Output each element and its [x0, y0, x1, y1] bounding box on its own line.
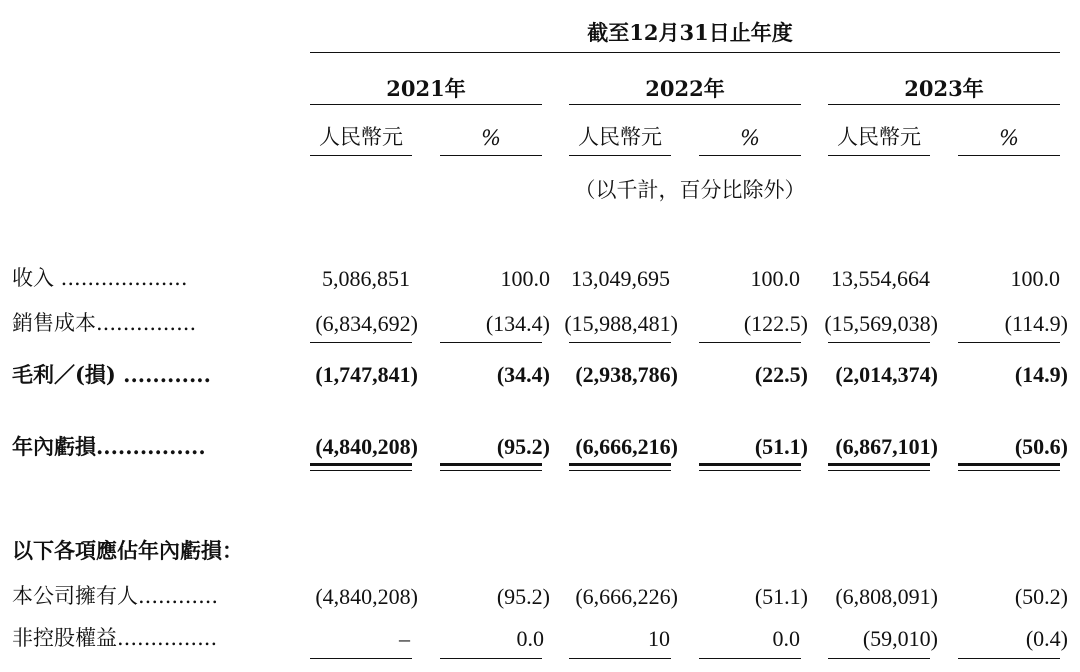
col-percent-2022: % [740, 126, 760, 150]
rule-cost-2022-amount [569, 342, 671, 343]
cost-2021-percent: (134.4) [485, 311, 550, 336]
col-rule-percent-2021 [440, 155, 542, 156]
unit-note: （以千計，百分比除外） [574, 178, 806, 202]
loss-2022-amount: (6,666,216) [575, 434, 678, 459]
rule-cost-2021-amount [310, 342, 412, 343]
revenue-2021-percent: 100.0 [500, 266, 550, 291]
cost-2023-percent: (114.9) [1004, 311, 1068, 336]
period-header: 截至12月31日止年度 [587, 20, 793, 45]
double-rule-top-2023-amount [828, 463, 930, 466]
double-rule-top-2021-percent [440, 463, 542, 466]
cost-2022-percent: (122.5) [743, 311, 808, 336]
col-currency-2022: 人民幣元 [578, 125, 662, 149]
gross-2022-percent: (22.5) [754, 362, 808, 387]
nci-2023-amount: (59,010) [862, 626, 938, 651]
year-rule-2022 [569, 104, 801, 105]
nci-2023-percent: (0.4) [1025, 626, 1068, 651]
rule-cost-2023-percent [958, 342, 1060, 343]
rule-nci-2021-percent [440, 658, 542, 659]
revenue-2023-amount: 13,554,664 [831, 266, 930, 291]
cost-2021-amount: (6,834,692) [315, 311, 418, 336]
loss-2023-percent: (50.6) [1014, 434, 1068, 459]
revenue-2021-amount: 5,086,851 [322, 266, 410, 291]
row-label-owners: 本公司擁有人............ [12, 584, 219, 608]
col-rule-currency-2021 [310, 155, 412, 156]
nci-2021-amount: – [399, 626, 410, 651]
nci-2022-amount: 10 [648, 626, 670, 651]
double-rule-top-2022-amount [569, 463, 671, 466]
gross-2022-amount: (2,938,786) [575, 362, 678, 387]
rule-nci-2022-percent [699, 658, 801, 659]
double-rule-bottom-2022-amount [569, 470, 671, 471]
rule-cost-2022-percent [699, 342, 801, 343]
row-label-revenue: 收入 ................... [12, 266, 188, 290]
year-rule-2021 [310, 104, 542, 105]
owners-2022-percent: (51.1) [754, 584, 808, 609]
gross-2023-percent: (14.9) [1014, 362, 1068, 387]
col-percent-2023: % [999, 126, 1019, 150]
gross-2023-amount: (2,014,374) [835, 362, 938, 387]
cost-2023-amount: (15,569,038) [824, 311, 938, 336]
double-rule-top-2021-amount [310, 463, 412, 466]
period-rule [310, 52, 1060, 53]
row-label-gross-profit: 毛利／(損) ............ [12, 362, 211, 387]
cost-2022-amount: (15,988,481) [564, 311, 678, 336]
revenue-2022-percent: 100.0 [750, 266, 800, 291]
col-rule-currency-2022 [569, 155, 671, 156]
year-header-2022: 2022年 [645, 76, 725, 101]
col-currency-2021: 人民幣元 [319, 125, 403, 149]
rule-cost-2023-amount [828, 342, 930, 343]
loss-2022-percent: (51.1) [754, 434, 808, 459]
col-currency-2023: 人民幣元 [837, 125, 921, 149]
owners-2023-amount: (6,808,091) [835, 584, 938, 609]
nci-2022-percent: 0.0 [772, 626, 800, 651]
rule-nci-2021-amount [310, 658, 412, 659]
row-label-cost-of-sales: 銷售成本............... [12, 311, 197, 335]
owners-2022-amount: (6,666,226) [575, 584, 678, 609]
col-rule-percent-2023 [958, 155, 1060, 156]
double-rule-bottom-2022-percent [699, 470, 801, 471]
col-percent-2021: % [481, 126, 501, 150]
gross-2021-percent: (34.4) [496, 362, 550, 387]
owners-2021-amount: (4,840,208) [315, 584, 418, 609]
row-label-loss-for-year: 年內虧損............... [12, 434, 206, 459]
year-header-2023: 2023年 [904, 76, 984, 101]
loss-2021-percent: (95.2) [496, 434, 550, 459]
col-rule-percent-2022 [699, 155, 801, 156]
double-rule-bottom-2023-percent [958, 470, 1060, 471]
revenue-2023-percent: 100.0 [1010, 266, 1060, 291]
attribution-heading: 以下各項應佔年內虧損： [12, 538, 243, 563]
year-rule-2023 [828, 104, 1060, 105]
nci-2021-percent: 0.0 [516, 626, 544, 651]
double-rule-bottom-2023-amount [828, 470, 930, 471]
loss-2021-amount: (4,840,208) [315, 434, 418, 459]
loss-2023-amount: (6,867,101) [835, 434, 938, 459]
owners-2023-percent: (50.2) [1014, 584, 1068, 609]
rule-nci-2022-amount [569, 658, 671, 659]
double-rule-bottom-2021-amount [310, 470, 412, 471]
row-label-non-controlling: 非控股權益............... [12, 626, 218, 650]
double-rule-top-2022-percent [699, 463, 801, 466]
revenue-2022-amount: 13,049,695 [571, 266, 670, 291]
owners-2021-percent: (95.2) [496, 584, 550, 609]
rule-nci-2023-percent [958, 658, 1060, 659]
col-rule-currency-2023 [828, 155, 930, 156]
year-header-2021: 2021年 [386, 76, 466, 101]
rule-cost-2021-percent [440, 342, 542, 343]
rule-nci-2023-amount [828, 658, 930, 659]
double-rule-top-2023-percent [958, 463, 1060, 466]
gross-2021-amount: (1,747,841) [315, 362, 418, 387]
double-rule-bottom-2021-percent [440, 470, 542, 471]
